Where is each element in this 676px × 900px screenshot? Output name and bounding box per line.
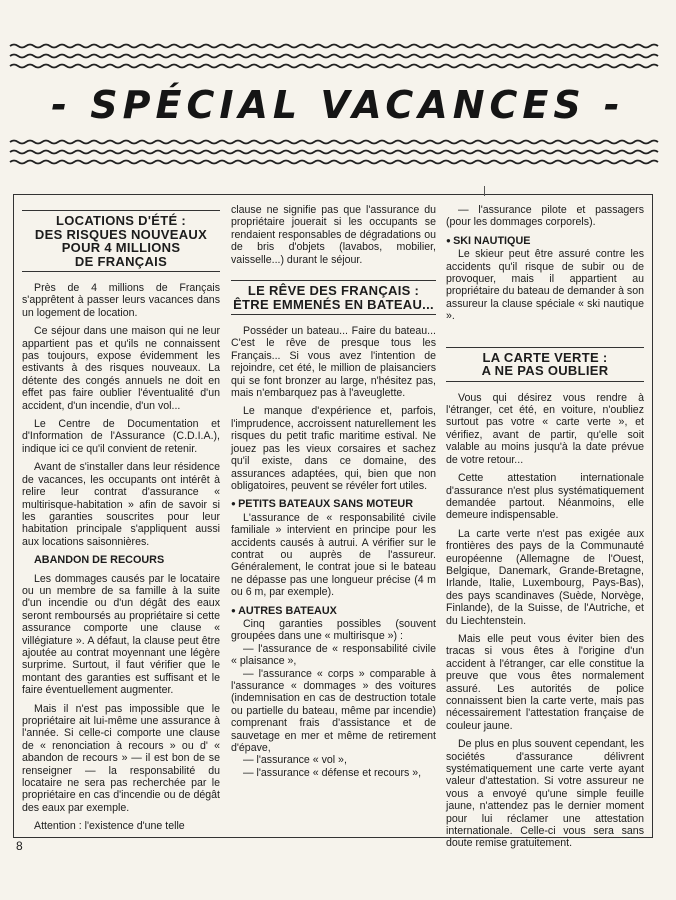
headline-reve-francais — [231, 280, 436, 315]
paragraph: Posséder un bateau... Faire du bateau... C'est le rêve de presque tous les Français... Si vous avez l'intention de rejoindre, cet été, le million de plaisanciers qui se font bronzer au large, n'hésitez pas, mais n'embarquez pas à l'aveuglette. — [231, 325, 436, 400]
list-item: — l'assurance « vol », — [243, 754, 347, 767]
paragraph: Mais elle peut vous éviter bien des tracas si vous êtes à l'origine d'un accident à l'étranger, car elle constitue la preuve que vous êtes normalement assuré. Les autorités de police connaissent bien la carte verte, mais pas nécessairement l'attestation française de couleur jaune. — [446, 632, 644, 732]
paragraph: Cette attestation internationale d'assurance n'est plus systématiquement demandée partout. Néanmoins, elle demeure indispensable. — [446, 472, 644, 522]
column-1 — [22, 204, 220, 839]
paragraph: Attention : l'existence d'une telle — [34, 820, 185, 833]
headline-line: DE FRANÇAIS — [74, 253, 168, 269]
headline-line: LE RÊVE DES FRANÇAIS : — [247, 283, 420, 299]
paragraph: Ce séjour dans une maison qui ne leur appartient pas et qu'ils ne connaissent pas toujours, expose évidemment les estivants à des risques nouveaux. La détente des congés annuels ne doit en effet pas faire oublier l'éventualité d'un accident, d'un incendie, d'un vol... — [22, 325, 220, 412]
paragraph: Le manque d'expérience et, parfois, l'imprudence, accroissent naturellement les risques du petit trafic maritime estival. Ne jouez pas les vieux corsaires et sachez qu'il existe, dans ce domaine, des assurances adaptées, qui, bien que non obligatoires, peuvent se révéler fort utiles. — [231, 405, 436, 492]
paragraph: Avant de s'installer dans leur résidence de vacances, les occupants ont intérêt à relire leur contrat d'assurance « multirisque-habitation » afin de savoir si les garanties souscrites pour leur habitation principale s'appliquent aussi aux locations saisonnières. — [22, 461, 220, 548]
headline-line: ÊTRE EMMENÉS EN BATEAU... — [233, 296, 434, 312]
list-item: — l'assurance de « responsabilité civile « plaisance », — [231, 642, 436, 668]
paragraph: La carte verte n'est pas exigée aux frontières des pays de la Communauté européenne (Allemagne de l'Ouest, Belgique, Danemark, Grande-Bretagne, Irlande, Italie, Luxembourg, Pays-Bas), des pays scandinaves (Suède, Norvège, Finlande), de la Suisse, de l'Autriche, et du Liechtenstein. — [446, 527, 644, 627]
column-3 — [446, 204, 644, 856]
bottom-wavy-rules — [0, 134, 676, 174]
bullet-heading-ski-nautique: ● SKI NAUTIQUE — [446, 235, 644, 247]
paragraph: Cinq garanties possibles (souvent groupées dans une « multirisque ») : — [231, 617, 436, 643]
list-item: — l'assurance « corps » comparable à l'assurance « dommages » des voitures (indemnisation en cas de destruction totale ou partielle du bateau, même par incendie) comprenant frais d'assistance et de sauvetage en mer et même de retirement d'épave, — [231, 667, 436, 755]
masthead-title: - SPÉCIAL VACANCES - — [51, 83, 625, 127]
headline-line: DES RISQUES NOUVEAUX — [34, 226, 208, 242]
paragraph: Les dommages causés par le locataire ou un membre de sa famille à la suite d'un incendie ou d'un dégât des eaux seront remboursés au propriétaire si cette assurance comporte une clause « villégiature ». A défaut, la clause peut être ajoutée au contrat moyennant une légère surprime. Surtout, il faut vérifier que le montant des garanties est suffisant et le faire éventuellement augmenter. — [22, 572, 220, 697]
column-2 — [231, 204, 436, 779]
paragraph: Près de 4 millions de Français s'apprêtent à passer leurs vacances dans un logement de location. — [22, 282, 220, 319]
headline-line: LOCATIONS D'ÉTÉ : — [55, 213, 186, 228]
bullet-heading-autres-bateaux: ● AUTRES BATEAUX — [231, 605, 436, 617]
paragraph: clause ne signifie pas que l'assurance du propriétaire jouerait si les occupants se rendaient responsables de dégradations ou de bris d'objets (lavabos, mobilier, vaisselle...) durant le séjour. — [231, 204, 436, 266]
top-wavy-rules — [0, 38, 676, 78]
page-number: 8 — [16, 839, 23, 853]
frame-tick-mark — [484, 186, 485, 196]
paragraph: De plus en plus souvent cependant, les sociétés d'assurance délivrent systématiquement une carte verte ayant valeur d'attestation. Si votre assureur ne vous a envoyé qu'une simple feuille jaune, n'attendez pas le dernier moment pour lui réclamer une attestation internationale. Celle-ci vous sera sans doute remise gratuitement. — [446, 738, 644, 850]
headline-line: LA CARTE VERTE : — [482, 349, 608, 365]
list-item: — l'assurance pilote et passagers (pour les dommages corporels). — [446, 204, 644, 229]
paragraph: Mais il n'est pas impossible que le propriétaire ait lui-même une assurance à l'année. Si celle-ci comporte une clause de « renonciation à recours » ou d' « abandon de recours » — il est bon de se renseigner — la responsabilité du locataire ne sera pas recherchée par le propriétaire en cas d'incendie ou de dégât des eaux par exemple. — [22, 702, 220, 814]
bullet-heading-petits-bateaux: ● PETITS BATEAUX SANS MOTEUR — [231, 498, 436, 510]
headline-locations — [22, 210, 220, 272]
list-item: — l'assurance « défense et recours », — [243, 766, 422, 779]
subheading-abandon-recours: ABANDON DE RECOURS — [34, 554, 165, 567]
paragraph: Le skieur peut être assuré contre les accidents qu'il risque de subir ou de provoquer, mais il appartient au propriétaire du bateau de demander à son assureur la clause spéciale « ski nautique ». — [446, 248, 644, 323]
headline-line: A NE PAS OUBLIER — [481, 363, 609, 379]
headline-line: POUR 4 MILLIONS — [61, 240, 181, 255]
headline-carte-verte — [446, 347, 644, 382]
paragraph: L'assurance de « responsabilité civile familiale » intervient en principe pour les accidents causés à autrui. A vérifier sur le contrat ou auprès de l'assureur. Généralement, le contrat joue si le bateau ne dépasse pas une longueur précise (4 m ou 6 m, par exemple). — [231, 511, 436, 599]
paragraph: Vous qui désirez vous rendre à l'étranger, cet été, en voiture, n'oubliez surtout pas votre « carte verte », et vérifiez, avant de partir, qu'elle soit valable au moins jusqu'à la date prévue de votre retour... — [446, 391, 644, 466]
paragraph: Le Centre de Documentation et d'Information de l'Assurance (C.D.I.A.), indique ici ce qu'il convient de retenir. — [22, 418, 220, 455]
